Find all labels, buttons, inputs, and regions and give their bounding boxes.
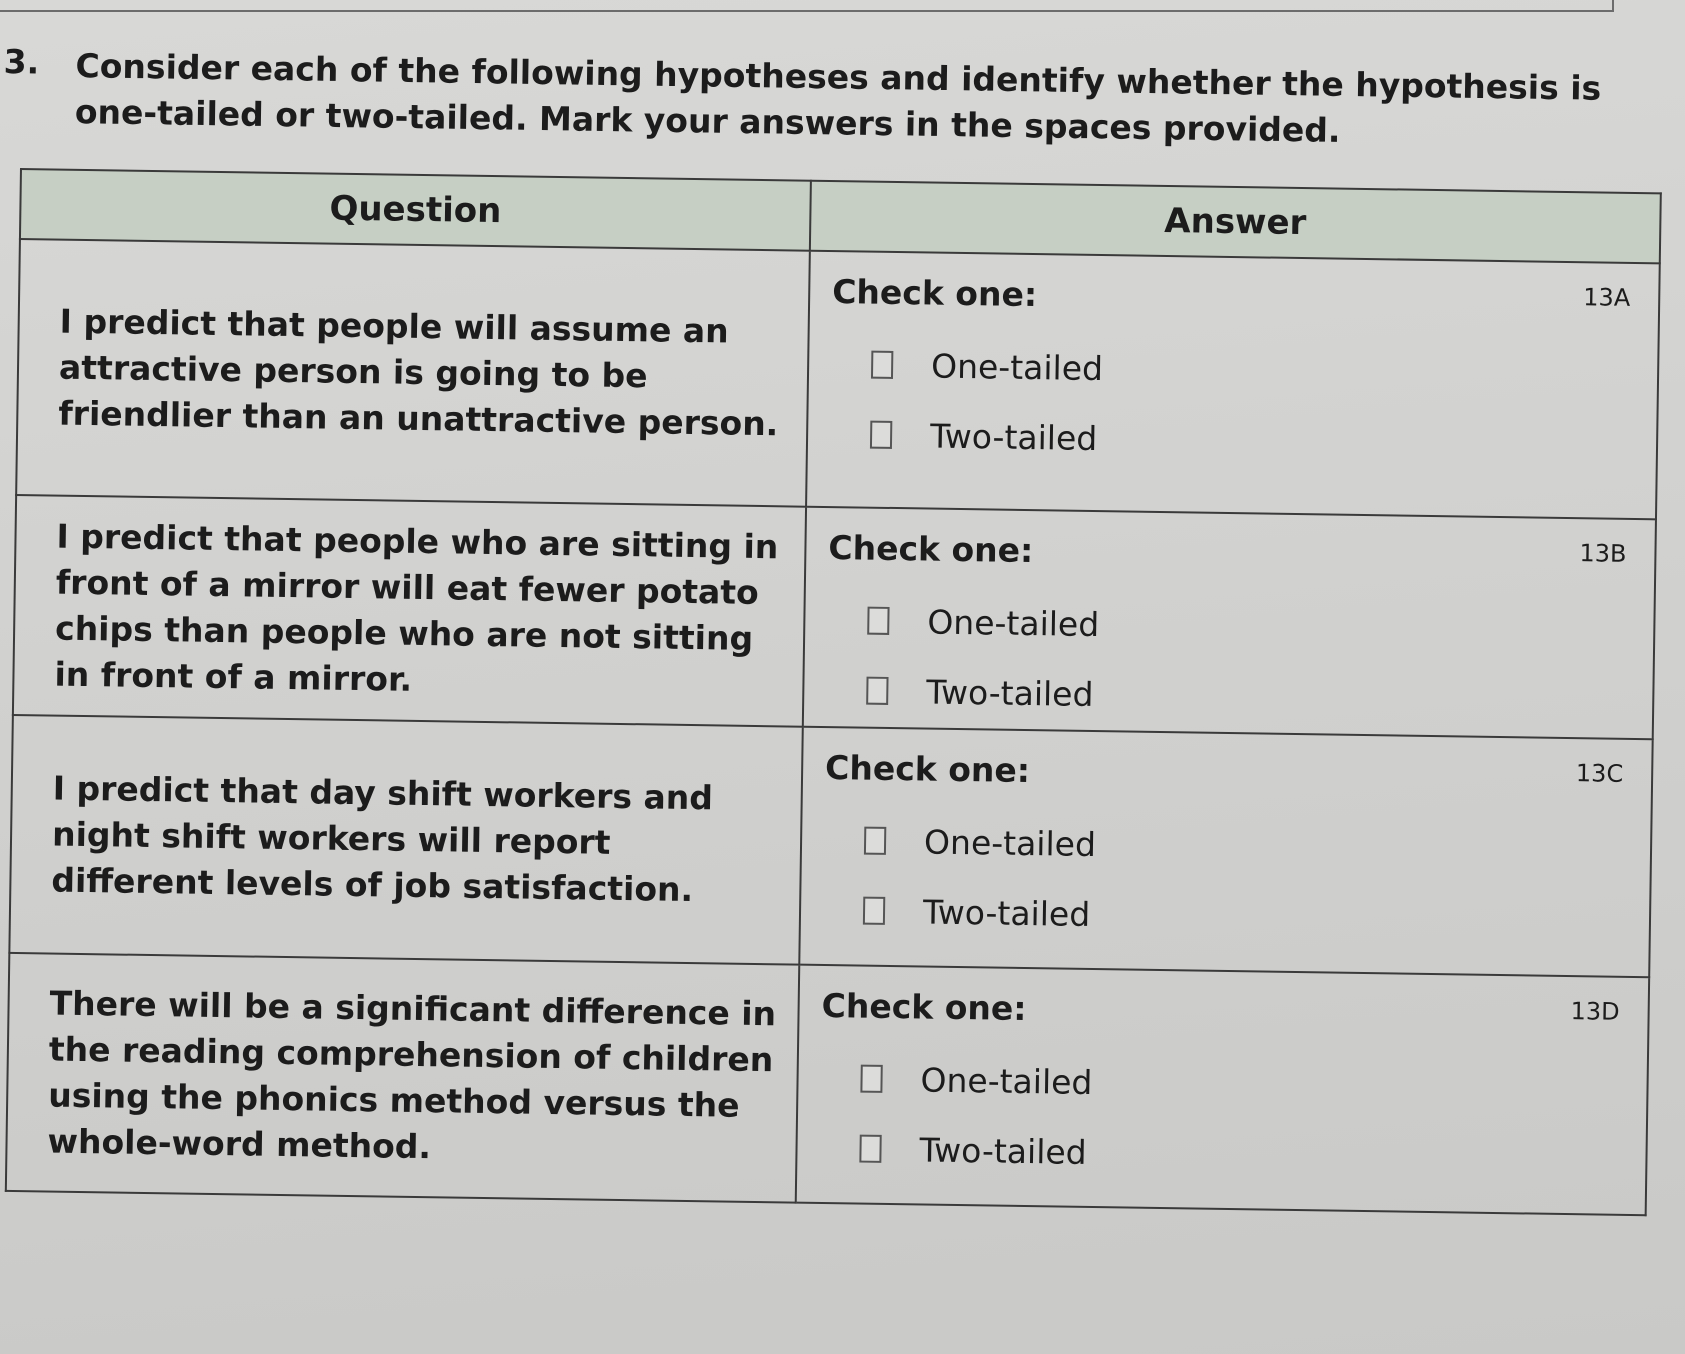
item-id: 13D <box>1570 997 1620 1026</box>
answer-cell <box>799 727 1652 978</box>
check-one-label: Check one: <box>824 748 1031 791</box>
checkbox-two-tailed[interactable] <box>863 897 885 925</box>
checkbox-one-tailed[interactable] <box>860 1065 882 1093</box>
checkbox-two-tailed[interactable] <box>866 677 888 705</box>
option-label: One-tailed <box>920 1059 1093 1102</box>
checkbox-two-tailed[interactable] <box>870 421 892 449</box>
check-one-label: Check one: <box>831 272 1038 315</box>
table-row <box>16 239 1660 519</box>
hypothesis-text: I predict that people will assume an attractive person is going to be friendlier than an unattractive person. <box>16 239 810 507</box>
item-id: 13A <box>1583 283 1631 312</box>
option-label: One-tailed <box>927 602 1100 644</box>
option-one-tailed[interactable] <box>820 1043 1627 1125</box>
option-label: Two-tailed <box>919 1129 1087 1172</box>
item-id: 13C <box>1575 759 1624 788</box>
option-two-tailed[interactable] <box>819 1113 1626 1195</box>
option-two-tailed[interactable] <box>826 655 1633 737</box>
question-number: 3. <box>3 42 40 82</box>
table-row <box>13 495 1656 739</box>
table-row <box>9 715 1652 977</box>
column-header-answer: Answer <box>810 181 1661 264</box>
hypothesis-text: I predict that day shift workers and night shift workers will report different levels of job satisfaction. <box>9 715 802 965</box>
checkbox-one-tailed[interactable] <box>864 827 886 855</box>
option-label: Two-tailed <box>929 416 1098 458</box>
column-header-question: Question <box>20 169 811 251</box>
hypothesis-text: I predict that people who are sitting in front of a mirror will eat fewer potato chips than people who are not sitting in front of a mirror. <box>13 495 806 727</box>
option-one-tailed[interactable] <box>824 805 1631 887</box>
option-label: Two-tailed <box>926 672 1094 714</box>
option-one-tailed[interactable] <box>827 585 1634 667</box>
answer-cell <box>803 507 1656 740</box>
option-two-tailed[interactable] <box>830 399 1637 481</box>
answer-cell <box>796 965 1649 1216</box>
checkbox-one-tailed[interactable] <box>871 351 893 379</box>
option-label: One-tailed <box>930 346 1104 388</box>
hypotheses-table <box>5 168 1662 1216</box>
answer-cell <box>806 251 1660 520</box>
option-label: Two-tailed <box>922 891 1091 934</box>
option-two-tailed[interactable] <box>823 875 1630 957</box>
check-one-label: Check one: <box>828 528 1034 571</box>
top-border-line <box>0 0 1614 12</box>
option-label: One-tailed <box>923 821 1097 864</box>
option-one-tailed[interactable] <box>831 329 1638 411</box>
table-row <box>6 953 1649 1215</box>
question-prompt: Consider each of the following hypotheses and identify whether the hypothesis is one-tailed or two-tailed. Mark your answers in the spaces provided. <box>74 46 1602 150</box>
question-header <box>0 38 1640 150</box>
hypothesis-text: There will be a significant difference in the reading comprehension of children using the phonics method versus the whole-word method. <box>6 953 799 1203</box>
checkbox-two-tailed[interactable] <box>859 1135 881 1163</box>
item-id: 13B <box>1579 539 1627 568</box>
checkbox-one-tailed[interactable] <box>867 607 889 635</box>
hypotheses-table-wrapper <box>5 168 1660 1216</box>
check-one-label: Check one: <box>821 985 1027 1029</box>
